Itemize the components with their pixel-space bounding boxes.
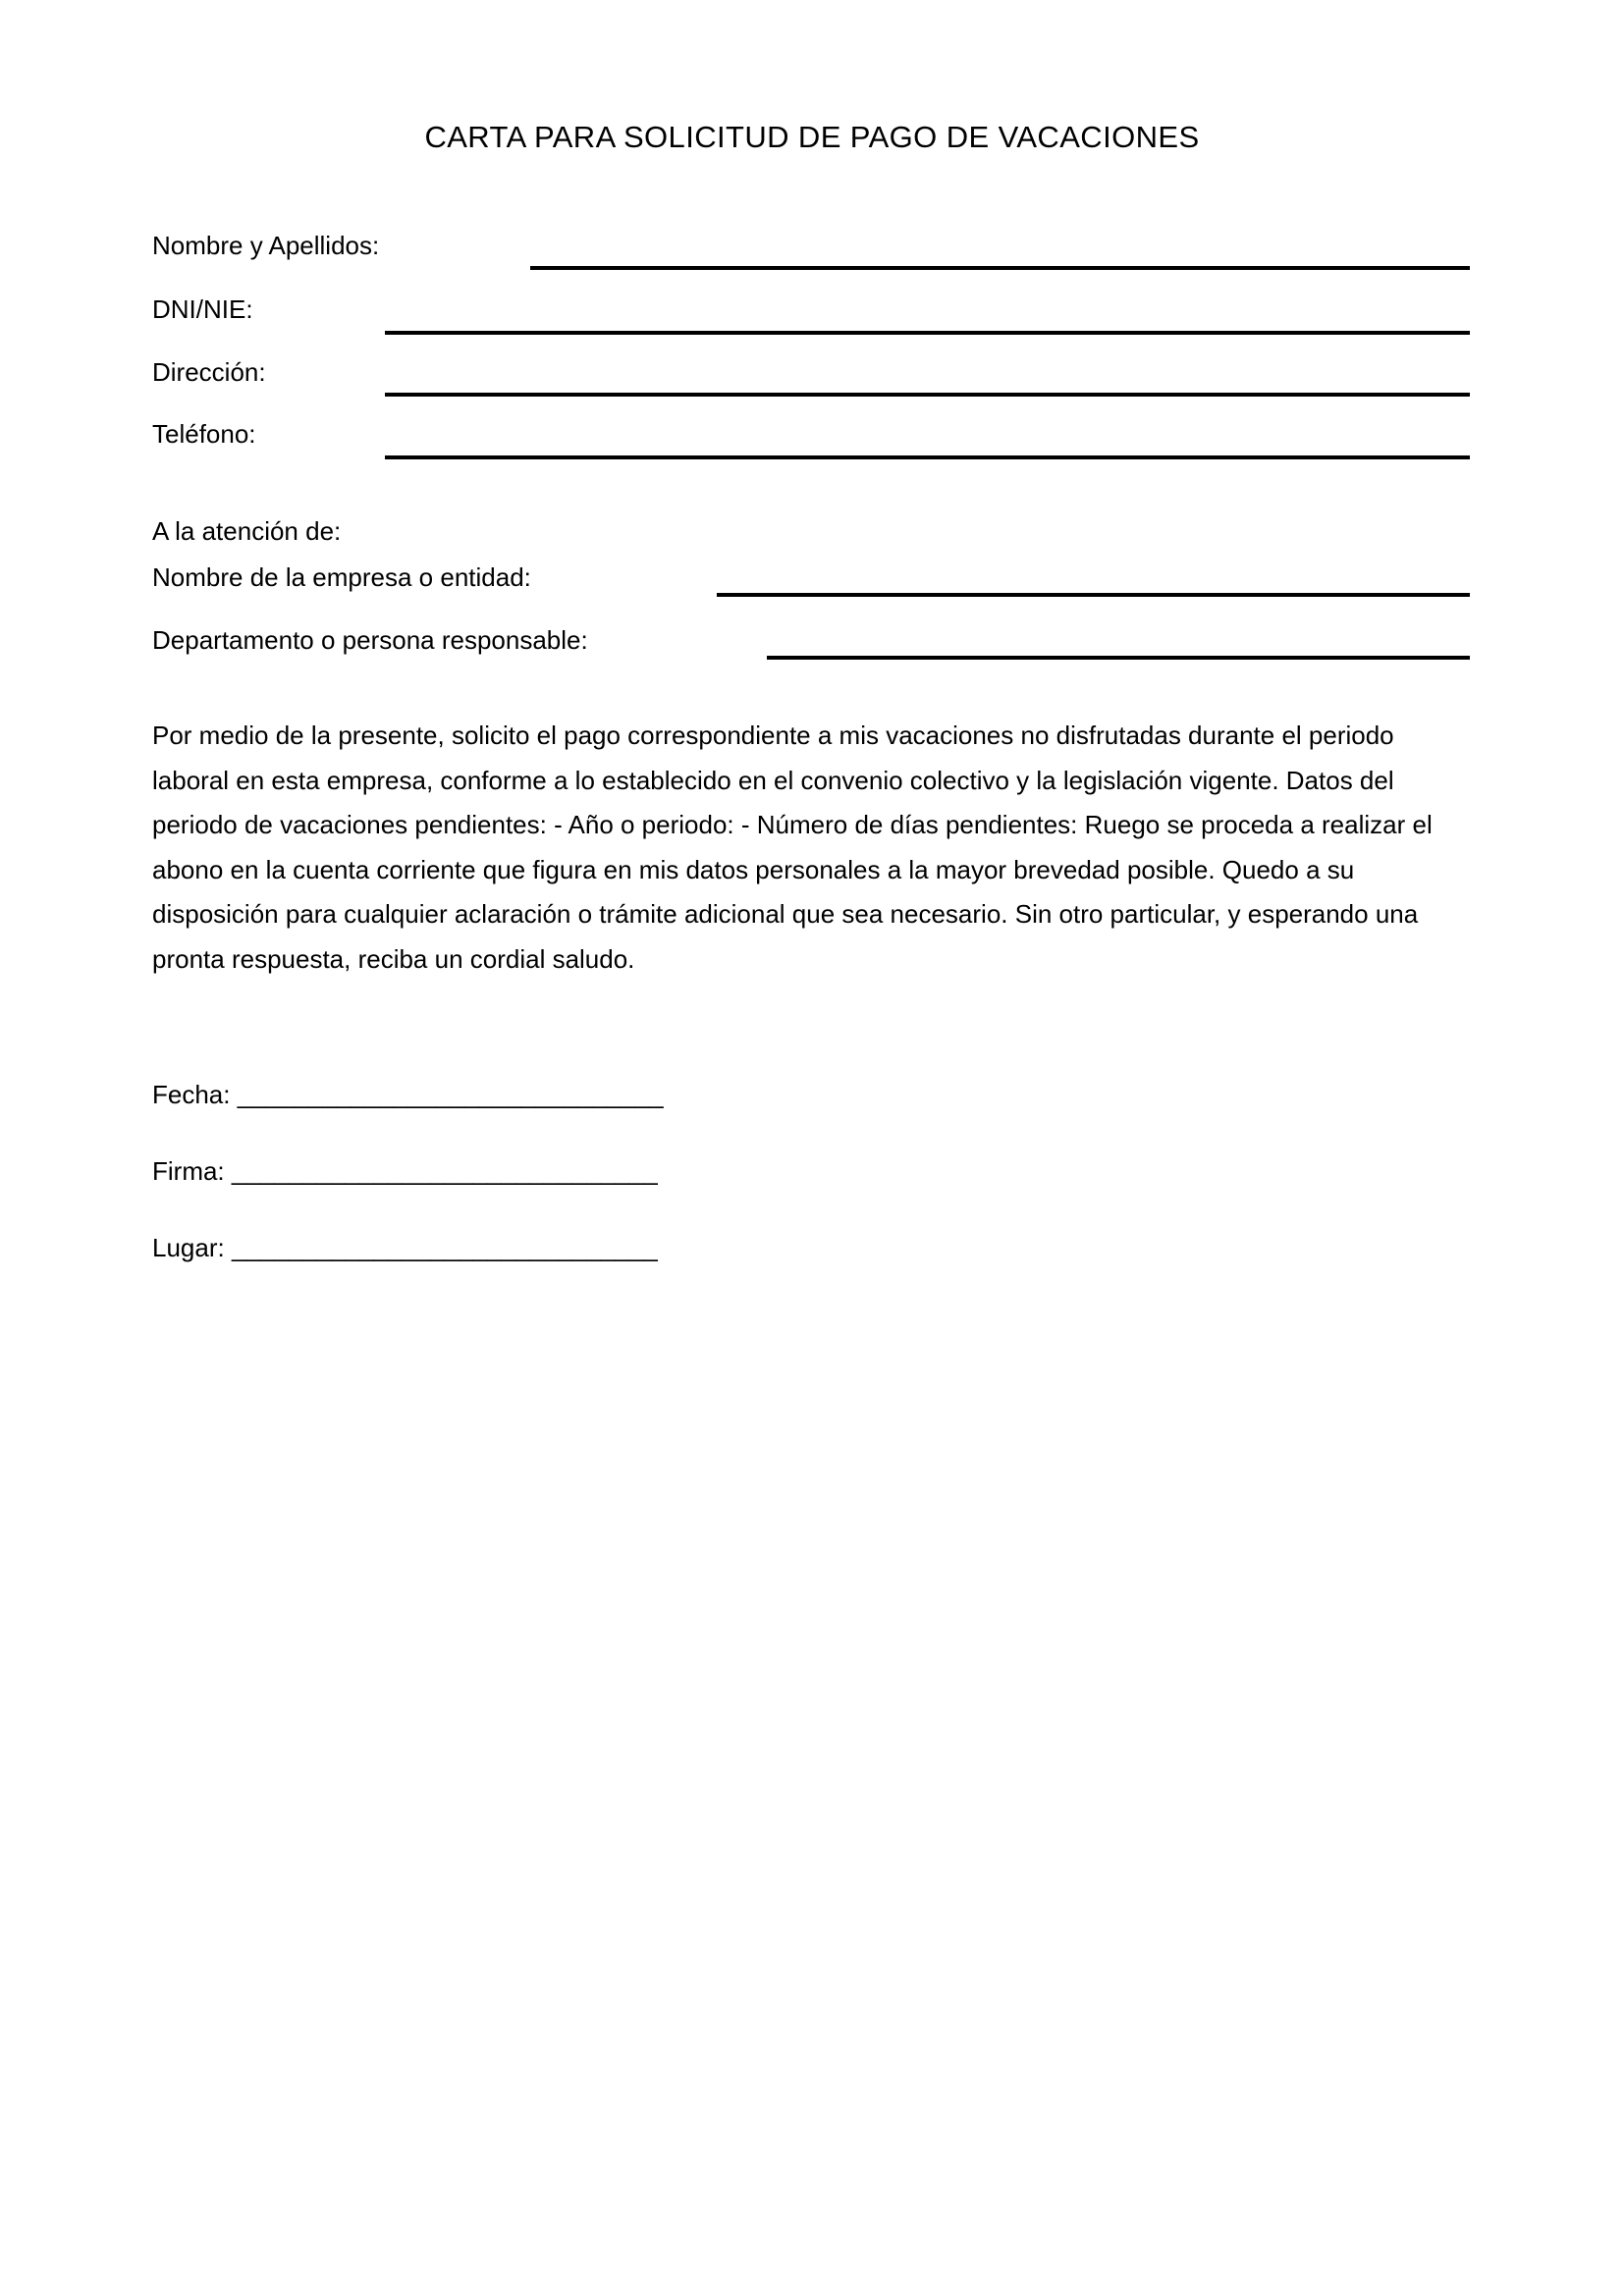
field-line-dni-nie[interactable] [385, 331, 1470, 335]
field-line-nombre-empresa[interactable] [717, 593, 1470, 597]
field-label-dni-nie: DNI/NIE: [152, 294, 253, 324]
signature-row-fecha [152, 1080, 664, 1110]
field-line-telefono[interactable] [385, 455, 1470, 459]
signature-blank-firma[interactable]: ______________________________ [224, 1156, 658, 1186]
signature-row-firma [152, 1156, 658, 1187]
field-label-departamento-responsable: Departamento o persona responsable: [152, 625, 588, 655]
attention-heading: A la atención de: [152, 516, 342, 546]
field-label-telefono: Teléfono: [152, 419, 256, 449]
field-label-nombre-empresa: Nombre de la empresa o entidad: [152, 562, 531, 592]
signature-blank-fecha[interactable]: ______________________________ [230, 1080, 664, 1109]
field-line-departamento-responsable[interactable] [767, 656, 1470, 660]
signature-label-fecha: Fecha: [152, 1080, 231, 1109]
body-paragraph: Por medio de la presente, solicito el pago correspondiente a mis vacaciones no disfrutadas durante el periodo laboral en esta empresa, conforme a lo establecido en el convenio colectivo y la legislación vigente. Datos del periodo de vacaciones pendientes: - Año o periodo: - Número de días pendientes: Ruego se proceda a realizar el abono en la cuenta corriente que figura en mis datos personales a la mayor brevedad posible. Quedo a su disposición para cualquier aclaración o trámite adicional que sea necesario. Sin otro particular, y esperando una pronta respuesta, reciba un cordial saludo. [152, 721, 1433, 974]
field-line-direccion[interactable] [385, 393, 1470, 397]
signature-row-lugar [152, 1233, 658, 1263]
field-label-direccion: Dirección: [152, 357, 266, 387]
field-label-nombre-y-apellidos: Nombre y Apellidos: [152, 231, 380, 260]
page-title: CARTA PARA SOLICITUD DE PAGO DE VACACIONES [424, 120, 1200, 154]
signature-label-lugar: Lugar: [152, 1233, 225, 1262]
signature-label-firma: Firma: [152, 1156, 225, 1186]
signature-blank-lugar[interactable]: ______________________________ [224, 1233, 658, 1262]
field-line-nombre-y-apellidos[interactable] [530, 266, 1470, 270]
